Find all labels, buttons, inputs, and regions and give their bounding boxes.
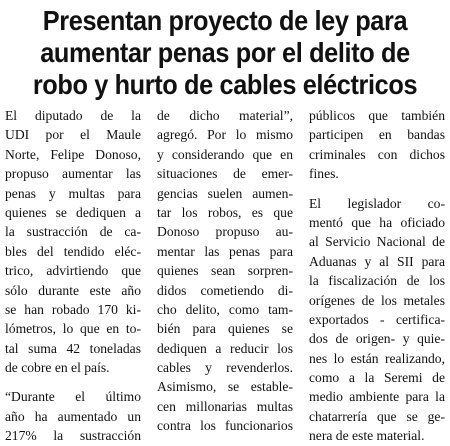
text-line: quienes sean sorpren- (157, 263, 293, 279)
text-line: “Durante el último (5, 389, 141, 405)
text-line: mentó que ha oficiado (309, 214, 445, 230)
text-line: al Servicio Nacional de (309, 234, 445, 250)
text-line: la sustracción de ca- (5, 224, 141, 240)
text-line: Donoso propuso au- (157, 224, 293, 240)
text-line: criminales con dichos (309, 146, 445, 162)
article-paragraph (5, 387, 141, 445)
paragraph-gap (5, 377, 141, 387)
headline-line: Presentan proyecto de ley para (42, 5, 408, 36)
text-line: chatarrería que se ge- (309, 408, 445, 424)
text-line: Norte, Felipe Donoso, (5, 146, 141, 162)
text-line: El legislador co- (309, 195, 445, 211)
text-line: 217% la sustracción (5, 428, 141, 444)
text-line: contra los funcionarios (157, 418, 293, 434)
text-line: orígenes de los metales (309, 292, 445, 308)
headline-line: robo y hurto de cables eléctricos (32, 69, 418, 100)
text-line: participen en bandas (309, 127, 445, 143)
article-column-1 (5, 106, 141, 446)
text-line: UDI por el Maule (5, 127, 141, 143)
article-paragraph (309, 194, 445, 446)
article-headline (27, 5, 423, 101)
text-line: bles del tendido eléc- (5, 243, 141, 259)
text-line: nera de este material. (309, 428, 425, 444)
text-line: bién para quienes se (157, 321, 293, 337)
text-line: trico, advirtiendo que (5, 263, 141, 279)
text-line: tal suma 42 toneladas (5, 340, 141, 356)
text-line: como a la Seremi de (309, 370, 445, 386)
article-column-2 (157, 106, 293, 436)
text-line: Asimismo, se estable- (157, 379, 293, 395)
text-line: medio ambiente para la (309, 389, 445, 405)
text-line: agregó. Por lo mismo (157, 127, 293, 143)
text-line: lómetros, lo que en to- (5, 321, 141, 337)
article-paragraph (309, 106, 445, 184)
text-line: sólo durante este año (5, 282, 141, 298)
text-line: gencias suelen aumen- (157, 185, 293, 201)
text-line: dos de origen- y quie- (309, 331, 445, 347)
text-line: públicos que también (309, 108, 445, 123)
text-line: cables y revenderlos. (157, 360, 293, 376)
text-line: dediquen a reducir los (157, 340, 293, 356)
article-body (0, 106, 450, 444)
text-line: mentar las penas para (157, 243, 293, 259)
text-line: cen millonarias multas (157, 398, 293, 414)
text-line: didos cometiendo di- (157, 282, 293, 298)
text-line: El diputado de la (5, 108, 141, 123)
article-column-3 (309, 106, 445, 446)
text-line: año ha aumentado un (5, 408, 141, 424)
text-line: propuso aumentar las (5, 166, 141, 182)
article-paragraph (5, 106, 141, 377)
text-line: exportados - certifica- (309, 311, 445, 327)
text-line: penas y multas para (5, 185, 141, 201)
text-line: quienes se dediquen a (5, 204, 141, 220)
text-line: la fiscalización de los (309, 273, 445, 289)
text-line: Aduanas y al SII para (309, 253, 445, 269)
text-line: de cobre en el país. (5, 360, 110, 376)
text-line: tar los robos, es que (157, 204, 293, 220)
text-line: se han robado 170 ki- (5, 301, 141, 317)
text-line: de dicho material”, (157, 108, 293, 123)
text-line: y considerando que en (157, 146, 293, 162)
headline-line: aumentar penas por el delito de (40, 37, 410, 68)
text-line: fines. (309, 166, 339, 182)
article-paragraph (157, 106, 293, 436)
text-line: nes lo están realizando, (309, 350, 445, 366)
paragraph-gap (309, 184, 445, 194)
text-line: cho delito, como tam- (157, 301, 293, 317)
text-line: situaciones de emer- (157, 166, 293, 182)
